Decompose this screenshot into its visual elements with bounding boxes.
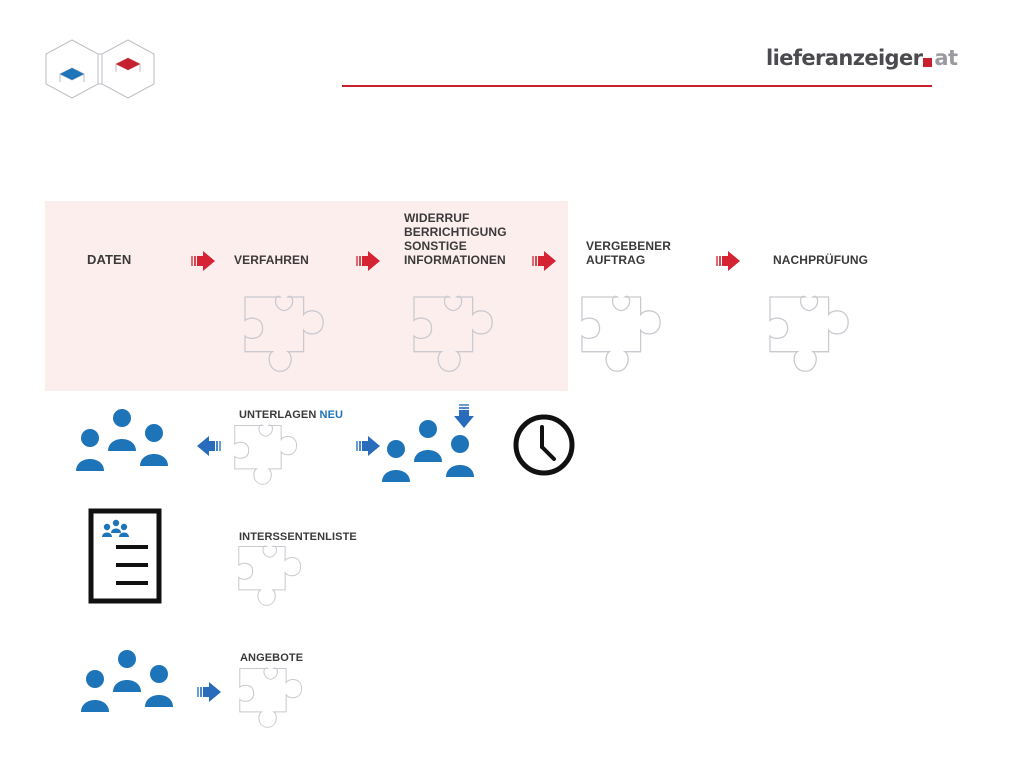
- red-arrow-right-icon: [532, 251, 556, 271]
- interessentenliste-label: INTERSSENTENLISTE: [239, 531, 357, 543]
- neu-badge: NEU: [319, 409, 344, 421]
- step-verfahren: VERFAHREN: [234, 253, 309, 267]
- isometric-cubes-logo: [44, 38, 156, 102]
- people-group-icon: [382, 420, 474, 484]
- blue-arrow-right-icon: [356, 436, 380, 456]
- blue-arrow-left-icon: [197, 436, 221, 456]
- people-group-icon: [81, 650, 173, 714]
- angebote-label: ANGEBOTE: [240, 652, 304, 664]
- brand-square-icon: [923, 58, 932, 67]
- puzzle-piece-icon: [243, 295, 331, 381]
- document-list-icon: [88, 508, 162, 604]
- people-group-icon: [76, 409, 168, 473]
- puzzle-piece-icon: [233, 424, 303, 492]
- blue-arrow-right-icon: [197, 682, 221, 702]
- clock-icon: [512, 413, 576, 477]
- puzzle-piece-icon: [237, 545, 307, 613]
- puzzle-piece-icon: [768, 295, 856, 381]
- red-arrow-right-icon: [716, 251, 740, 271]
- brand-suffix: at: [934, 46, 958, 70]
- red-arrow-right-icon: [191, 251, 215, 271]
- puzzle-piece-icon: [580, 295, 668, 381]
- brand-logo: [766, 46, 957, 76]
- puzzle-piece-icon: [412, 295, 500, 381]
- red-arrow-right-icon: [356, 251, 380, 271]
- unterlagen-label: [239, 408, 343, 422]
- step-daten: DATEN: [87, 252, 132, 267]
- step-widerruf: WIDERRUF BERRICHTIGUNG SONSTIGE INFORMATIONEN: [404, 211, 507, 267]
- brand-name: lieferanzeiger: [766, 46, 923, 70]
- puzzle-piece-icon: [238, 667, 308, 735]
- step-nachpruefung: NACHPRÜFUNG: [773, 253, 869, 267]
- unterlagen-text: UNTERLAGEN: [239, 409, 317, 421]
- header-divider: [342, 85, 932, 87]
- step-vergebener-auftrag: VERGEBENER AUFTRAG: [586, 239, 672, 267]
